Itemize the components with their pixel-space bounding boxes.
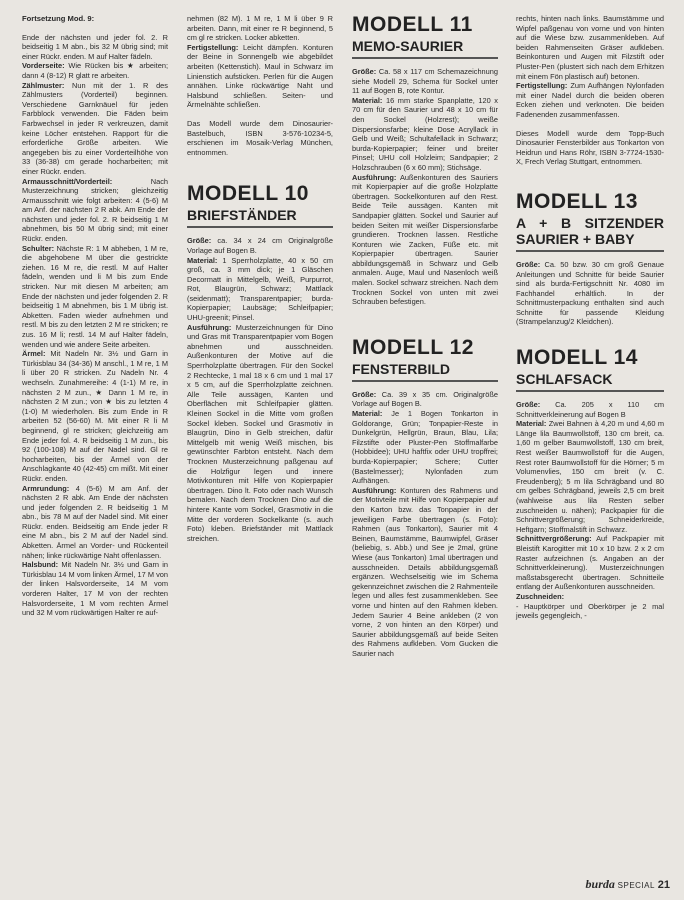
model-11-title: MODELL 11 — [352, 13, 473, 36]
brand-logo: burda — [585, 877, 615, 891]
model-10-subtitle: BRIEFSTÄNDER — [187, 207, 333, 228]
model-13-subtitle: A + B SITZENDER SAURIER + BABY — [516, 215, 664, 252]
paragraph: Ende der nächsten und jeder fol. 2. R beidseitig 1 M abn., bis 32 M übrig sind; mit einer Rückr. enden. M auf Halter fädeln. — [22, 32, 168, 61]
model-12-subtitle: FENSTERBILD — [352, 361, 498, 382]
paragraph: Dieses Modell wurde dem Topp-Buch Dinosaurier Fensterbilder aus Tonkarton von Heidrun und Hans Röhr, ISBN 3-7724-1530-X, Frech Verlag Stuttgart, entnommen. — [516, 128, 664, 167]
model-14-title: MODELL 14 — [516, 346, 638, 370]
model-10-title: MODELL 10 — [187, 182, 309, 206]
paragraph: Größe: Ca. 50 bzw. 30 cm groß Genaue Anleitungen und Schnitte für beide Saurier sind als burda-Fertigschnitt Nr. 4080 im Fachhandel erhältlich. In der Schnittmusterpackung enthalten sind auch Schnitte für passende Kleidung (Strampelanzug/2 Kleidchen). — [516, 259, 664, 327]
paragraph: Material: 1 Sperrholzplatte, 40 x 50 cm groß, ca. 3 mm dick; je 1 Gläschen Decormatt in Mittelgelb, Weiß, Purpurrot, Rot, Blaugrün, Schwarz; Mattlack (seidenmatt); Transparentpapier; burda-Kopierpapier; Laubsäge; Schleifpapier; UHU-greenit; Pinsel. — [187, 255, 333, 323]
paragraph: Fertigstellung: Zum Aufhängen Nylonfaden mit einer Nadel durch die beiden oberen Ecken ziehen und verknoten. Die beiden Fadenenden zusammenfassen. — [516, 81, 664, 119]
paragraph: Zählmuster: Nun mit der 1. R des Zählmusters (Vorderteil) beginnen. Verschiedene Garnknäuel für jeden Farbblock verwenden. Die Fäden beim Farbwechsel in jeder R verkreuzen, damit keine Löcher entstehen. Rapport für die erforderliche Größe arbeiten. Wie angegeben bis zu einer Vorderteilhöhe von 33 (36-38) cm gerade hocharbeiten; mit einer Rückr. enden. — [22, 80, 168, 176]
column-4 — [516, 14, 664, 621]
paragraph: nehmen (82 M). 1 M re, 1 M li über 9 R arbeiten. Dann, mit einer re R beginnend, 5 cm gl re stricken. Locker abketten. — [187, 14, 333, 43]
col1-text — [22, 33, 168, 618]
paragraph: Material: Je 1 Bogen Tonkarton in Goldorange, Grün; Tonpapier-Reste in Dunkelgrün, Hellgrün, Braun, Blau, Lila; Filzstifte oder Pluster-Pen Stoffmalfarbe (Hobbidee); UHU haftfix oder UHU tropffrei; burda-Kopierpapier; Schere; Cutter (Bastelmesser); Nylonfaden zum Aufhängen. — [352, 409, 498, 486]
paragraph: Zuschneiden: — [516, 591, 565, 601]
model-13-header — [516, 191, 664, 252]
paragraph: Fertigstellung: Leicht dämpfen. Konturen der Beine in Sonnengelb wie abgebildet arbeiten (Kettenstich). Maul in Schwarz im Linienstich aufsticken. Perlen für die Augen annähen. Linke rückwärtige Naht und Halsbund schließen. Seiten- und Ärmelnähte schließen. — [187, 42, 333, 110]
model-12-header — [352, 337, 498, 382]
paragraph: Schnittvergrößerung: Auf Packpapier mit Bleistift Karogitter mit 10 x 10 bzw. 2 x 2 cm Raster aufzeichnen (s. Angaben an der Schnittverkleinerung). Musterzeichnungen maßstabsgerecht übertragen. Schnitteile entlang der Außenkonturen ausschneiden. — [516, 534, 664, 592]
continuation-heading: Fortsetzung Mod. 9: — [22, 14, 95, 23]
paragraph: Ausführung: Konturen des Rahmens und der Motivteile mit Hilfe von Kopierpapier auf den Karton bzw. das Tonpapier in der jeweiligen Farbe übertragen (s. Foto): Rahmen (aus Tonkarton), Saurier mit 4 Beinen, Baumstämme, Baumwipfel, Gräser (beliebig, s. Abb.) und See je 2mal, grüne Wiese (aus Tonkarton) 1mal übertragen und ausschneiden. Details abbildungsgemäß ergänzen. Wechselseitig wie im Schema gekennzeichnet zwischen die 2 Rahmenteile legen und alles fest zusammenkleben. See vorne und hinten auf den Rahmen kleben. Jedem Saurier 4 Beine ankleben (2 von vorne, 2 von hinten an den Körper) und Saurier abbildungsgemäß auf beide Seiten des Rahmens aufkleben. Vom Gucken die Saurier nach — [352, 485, 498, 658]
paragraph: Das Modell wurde dem Dinosaurier-Bastelbuch, ISBN 3-576-10234-5, erschienen im Mosaik-Verlag München, entnommen. — [187, 118, 333, 157]
paragraph: Größe: Ca. 58 x 117 cm Schemazeichnung siehe Modell 29, Schema für Sockel unter 11 auf Bogen B, rote Kontur. — [352, 67, 498, 96]
paragraph: rechts, hinten nach links. Baumstämme und Wipfel paßgenau von vorne und von hinten auf die Wiese bzw. zusammenkleben. Auf beiden Rahmenseiten Gräser aufkleben. Beinkonturen und Augen mit Filzstift oder Pluster-Pen (plustert sich nach dem Erhitzen mit einem Fön plastisch auf) betonen. — [516, 14, 664, 81]
paragraph: Vorderseite: Wie Rücken bis ★ arbeiten; dann 4 (8-12) R glatt re arbeiten. — [22, 61, 168, 80]
paragraph: Größe: ca. 34 x 24 cm Originalgröße Vorlage auf Bogen B. — [187, 236, 333, 255]
page-footer — [586, 877, 670, 892]
model-14-subtitle: SCHLAFSACK — [516, 371, 664, 392]
paragraph: Ausführung: Musterzeichnungen für Dino und Gras mit Transparentpapier vom Bogen abnehmen und ausschneiden. Außenkonturen der Motive auf die Sperrholzplatte übertragen. Für den Sockel 2 Rechtecke, 1 mal 18 x 6 cm und 1 mal 17 x 5 cm, auf die Sperrholzplatte zeichnen. Alle Teile aussägen, Kanten und Oberflächen mit Schleifpapier glätten. Kleinen Sockel in die Mitte vom großen Sockel kleben. Sockel und Grasmotiv in Blaugrün, Dino in Gelb streichen, dafür Mittelgelb mit wenig Weiß mischen, bis gewünschter Farbton entsteht. Nach dem Trocknen Musterzeichnung paßgenau auf die Holzfigur legen und innere Motivkonturen mit Hilfe von Kopierpapier übertragen. Dino lt. Foto oder nach Wunsch bemalen. Nach dem Trocknen Dino auf die hintere Kante vom Sockel, Grasmotiv in die Mitte der vorderen Sockelkante (s. auch Foto) kleben. Briefständer mit Mattlack streichen. — [187, 322, 333, 543]
paragraph: Ärmel: Mit Nadeln Nr. 3½ und Garn in Türkisblau 34 (34-36) M anschl., 1 M re, 1 M li über 20 R stricken. Zu Nadeln Nr. 4 wechseln. Zunahmereihe: 4 (1-1) M re, in nächsten 2 M zun., ★ Dann 1 M re, in nächsten 2 M zun.; von ★ bis zu letzten 4 (1-0) M wiederholen. Bis zum Ende in R arbeiten 52 (56-60) M. Mit einer R li M beginnend, gl re stricken; gleichzeitig am Ende jeder fol. 4. R beidseitig 1 M zun., bis 92 (100-108) M auf der Nadel sind. Gl re hocharbeiten, bis der Ärmel von der Anschlagkante 40 (42-45) cm mißt. Mit einer Rückr. enden. — [22, 349, 168, 483]
column-1 — [22, 14, 168, 618]
model-10-header — [187, 183, 333, 228]
paragraph: Armrundung: 4 (5-6) M am Anf. der nächsten 2 R abk. Am Ende der nächsten und jeder folgenden 2. R beidseitig 1 M abn., bis 78 M auf der Nadel sind. Mit einer Rückr. enden. Beidseitig am Ende jeder R eine M abn., bis 2 M auf der Nadel sind. Abketten. Ärmel an Vorder- und Rückenteil nähen; linke rückwärtige Naht offenlassen. — [22, 483, 168, 560]
model-12-title: MODELL 12 — [352, 335, 474, 359]
paragraph: Schulter: Nächste R: 1 M abheben, 1 M re, die abgehobene M über die gestrickte ziehen. 16 M re, die restl. M auf Halter fädeln, wenden und li M bis zum Ende stricken. Nur mit diesen M arbeiten; am Ende der nächsten und jeder folgenden 2. R beidseitig 1 M abnehmen, bis 1 M übrig ist. Abketten. Faden wieder aufnehmen und restl. M bis zu den letzten 2 M re stricken; re zus. 16 M li; restl. 14 M auf Halter fädeln, wenden und wie andere Seite arbeiten. — [22, 243, 168, 349]
model-11-header — [352, 14, 498, 59]
paragraph: Ausführung: Außenkonturen des Sauriers mit Kopierpapier auf die große Holzplatte übertragen. Sockelkonturen auf den Rest. Beide Teile aussägen. Kanten mit Sandpapier glätten. Sockel und Saurier auf beiden Seiten mit weißer Dispersionsfarbe grundieren. Trocknen lassen. Restliche Konturen wie Zacken, Füße etc. mit Kopierpapier übertragen. Saurier abbildungsgemäß in Schwarz und Gelb anmalen. Auge, Maul und Nasenloch weiß malen. Sockel schwarz streichen. Nach dem Trocknen Sockel von unten mit zwei Schrauben befestigen. — [352, 172, 498, 307]
model-14-header — [516, 347, 664, 392]
paragraph: Größe: Ca. 39 x 35 cm. Originalgröße Vorlage auf Bogen B. — [352, 389, 498, 409]
model-11-subtitle: MEMO-SAURIER — [352, 38, 498, 59]
page-number: 21 — [657, 879, 670, 891]
paragraph: Größe: Ca. 205 x 110 cm Schnittverkleinerung auf Bogen B — [516, 400, 664, 419]
brand-special: SPECIAL — [617, 881, 655, 890]
paragraph: Material: 16 mm starke Spanplatte, 120 x 70 cm für den Saurier und 48 x 10 cm für den Sockel (Holzrest); weiße Dispersionsfarbe; kleine Dose Acryllack in Gelb und Weiß; Schultafellack in Schwarz; burda-Kopierpapier; feiner und breiter Pinsel; UHU coll Holzleim; Sandpapier; 2 Holzschrauben (6 x 60 mm); Stichsäge. — [352, 95, 498, 172]
column-3 — [352, 14, 498, 658]
model-13-title: MODELL 13 — [516, 189, 638, 213]
paragraph: - Hauptkörper und Oberkörper je 2 mal jeweils gegengleich, - — [516, 601, 664, 621]
column-2 — [187, 14, 333, 543]
paragraph: Armausschnitt/Vorderteil: Nach Musterzeichnung stricken; gleichzeitig Armausschnitt wie folgt arbeiten: 4 (5-6) M am Anf. der nächsten 2 R abk. Am Ende der nächsten und jeder fol. 2. R beidseitig 1 M abnehmen, bis 50 M übrig sind; mit einer Rückr. enden. — [22, 176, 168, 244]
paragraph: Material: Zwei Bahnen à 4,20 m und 4,60 m Länge lila Baumwollstoff, 130 cm breit, ca. 1,60 m gelber Baumwollstoff, 130 cm breit, Rest weißer Baumwollstoff für die Augen, Rest roter Baumwollstoff für die Hörner; 5 m Volumenvlies, 150 cm breit (v. C. Freudenberg); 5 m lila Schrägband und 80 cm gelbes Schrägband, jeweils 2,5 cm breit (wahlweise aus lila Resten selber zuschneiden u. nähen); Packpapier für die Schnittvergrößerung; Schneiderkreide, Heftgarn; Stoffmalstift in Schwarz. — [516, 419, 664, 534]
paragraph: Halsbund: Mit Nadeln Nr. 3½ und Garn in Türkisblau 14 M vom linken Ärmel, 17 M von der linken Halsvorderseite, 14 M vom vorderen Halter, 17 M von der rechten Halsvorderseite, 1 M vom rechten Ärmel und 32 M vom rückwärtigen Halter re auf- — [22, 560, 168, 618]
